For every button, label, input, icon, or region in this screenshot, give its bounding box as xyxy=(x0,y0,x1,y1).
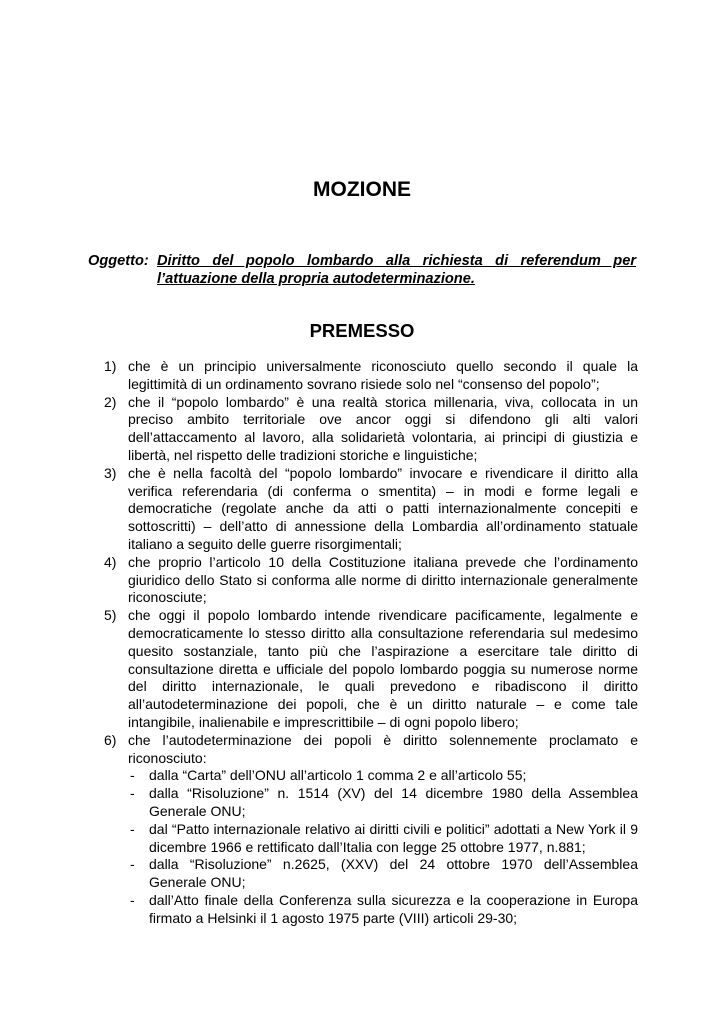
sublist-item xyxy=(128,892,638,928)
sources-sublist xyxy=(128,767,638,927)
sublist-item-text: dal “Patto internazionale relativo ai diritti civili e politici” adottati a New York il 9 dicembre 1966 e rettificato dall’Italia con legge 25 ottobre 1977, n.881; xyxy=(149,820,638,855)
sublist-item xyxy=(128,821,638,857)
list-item-number: 2) xyxy=(104,393,117,410)
list-item xyxy=(104,465,638,554)
section-heading-premesso: PREMESSO xyxy=(309,320,415,341)
subject-block xyxy=(88,252,636,288)
list-item xyxy=(104,394,638,465)
document-title-text: MOZIONE xyxy=(313,178,411,201)
sublist-dash: - xyxy=(130,856,135,873)
sublist-item-text: dalla “Risoluzione” n.2625, (XXV) del 24 ottobre 1970 dell’Assemblea Generale ONU; xyxy=(149,856,638,891)
sublist-item-text: dalla “Carta” dell’ONU all’articolo 1 comma 2 e all’articolo 55; xyxy=(149,767,527,784)
sublist-dash: - xyxy=(130,891,135,908)
list-item-number: 5) xyxy=(104,607,117,624)
subject-text-line-1: Diritto del popolo lombardo alla richiesta di referendum per xyxy=(157,253,636,269)
list-item xyxy=(104,607,638,732)
document-title xyxy=(0,178,724,202)
sublist-dash: - xyxy=(130,820,135,837)
sublist-dash: - xyxy=(130,785,135,802)
list-item-text: che l’autodeterminazione dei popoli è diritto solennemente proclamato e riconosciuto: xyxy=(128,731,638,766)
list-item-text: che è nella facoltà del “popolo lombardo” invocare e rivendicare il diritto alla verifica referendaria (di conferma o smentita) – in modi e forme legali e democratiche (regolate anche da atti o patti internazionalmente concepiti e sottoscritti) – dell’atto di annessione della Lombardia all’ordinamento statuale italiano a seguito delle guerre risorgimentali; xyxy=(128,464,638,552)
sublist-item xyxy=(128,767,638,785)
list-item xyxy=(104,732,638,928)
list-item-number: 6) xyxy=(104,731,117,748)
list-item-number: 3) xyxy=(104,464,117,481)
list-item-text: che è un principio universalmente riconosciuto quello secondo il quale la legittimità di un ordinamento sovrano risiede solo nel “consenso del popolo”; xyxy=(128,358,638,392)
list-item xyxy=(104,554,638,607)
sublist-item xyxy=(128,856,638,892)
list-item-text: che oggi il popolo lombardo intende rivendicare pacificamente, legalmente e democraticamente lo stesso diritto alla consultazione referendaria sul medesimo quesito sostanziale, tanto più che l’aspirazione a esercitare tale diritto di consultazione diretta e ufficiale del popolo lombardo poggia su numerose norme del diritto internazionale, le quali prevedono e ribadiscono il diritto all’autodeterminazione dei popoli, che è un diritto naturale – e come tale intangibile, inalienabile e imprescrittibile – di ogni popolo libero; xyxy=(128,607,638,730)
subject-text-line-2: l’attuazione della propria autodeterminazione. xyxy=(157,271,475,287)
sublist-item xyxy=(128,785,638,821)
sublist-item-text: dalla “Risoluzione” n. 1514 (XV) del 14 dicembre 1980 della Assemblea Generale ONU; xyxy=(149,785,638,819)
premises-list xyxy=(104,358,638,928)
list-item xyxy=(104,358,638,394)
list-item-text: che proprio l’articolo 10 della Costituzione italiana prevede che l’ordinamento giuridico dello Stato si conforma alle norme di diritto internazionale generalmente riconosciute; xyxy=(128,553,638,606)
sublist-dash: - xyxy=(130,767,135,784)
subject-text xyxy=(157,252,636,288)
subject-label: Oggetto: xyxy=(88,253,149,269)
list-item-text: che il “popolo lombardo” è una realtà storica millenaria, viva, collocata in un preciso ambito territoriale ove ancor oggi si difendono gli alti valori dell’attaccamento al lavoro, alla solidarietà volontaria, ai principi di giustizia e libertà, nel rispetto delle tradizioni storiche e linguistiche; xyxy=(128,393,638,463)
sublist-item-text: dall’Atto finale della Conferenza sulla sicurezza e la cooperazione in Europa firmato a Helsinki il 1 agosto 1975 parte (VIII) articoli 29-30; xyxy=(149,891,638,926)
list-item-number: 1) xyxy=(104,358,117,374)
list-item-number: 4) xyxy=(104,553,117,570)
